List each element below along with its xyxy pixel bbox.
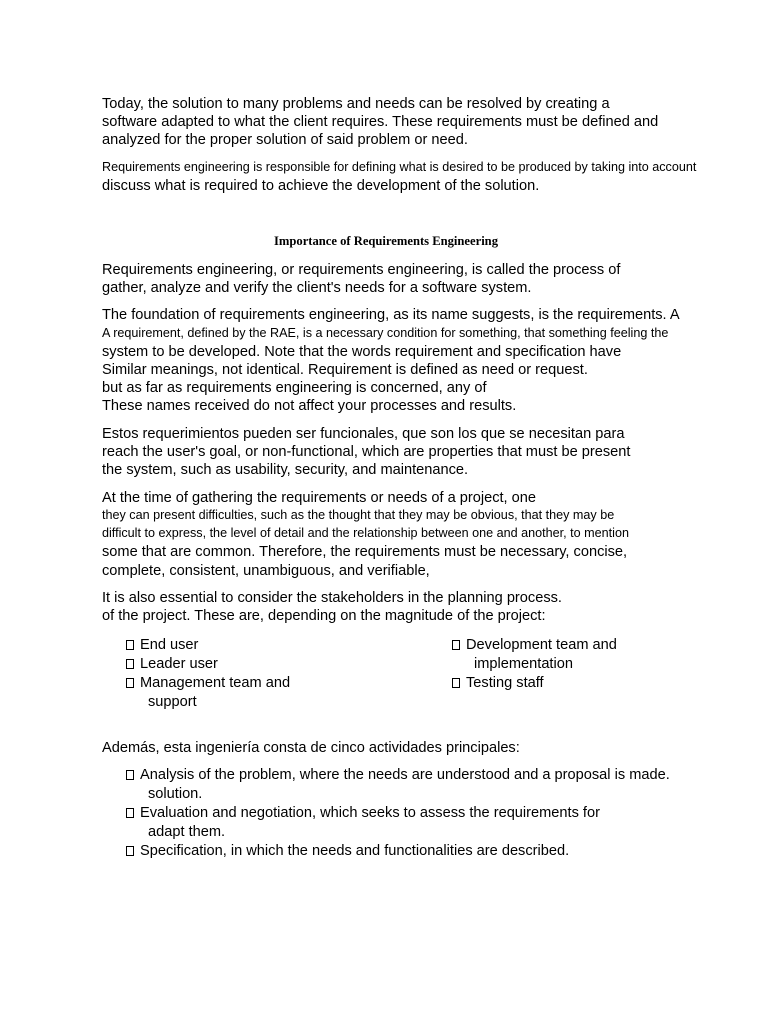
body-line: It is also essential to consider the stakeholders in the planning process. <box>102 590 562 606</box>
checkbox-icon <box>452 640 460 650</box>
body-line: difficult to express, the level of detail and the relationship between one and another, to mention <box>102 526 629 540</box>
list-item-label: Testing staff <box>466 675 544 691</box>
intro-line: software adapted to what the client requires. These requirements must be defined and <box>102 114 659 130</box>
list-item <box>126 638 198 653</box>
list-item-label: Development team and <box>466 637 617 653</box>
list-item <box>126 676 290 691</box>
checkbox-icon <box>126 808 134 818</box>
list-item <box>126 657 218 672</box>
list-item-label: Management team and <box>140 675 291 691</box>
checkbox-icon <box>452 678 460 688</box>
body-line: some that are common. Therefore, the requirements must be necessary, concise, <box>102 544 628 560</box>
checkbox-icon <box>126 770 134 780</box>
body-line: of the project. These are, depending on the magnitude of the project: <box>102 608 546 624</box>
body-line: but as far as requirements engineering is concerned, any of <box>102 380 487 396</box>
checkbox-icon <box>126 678 134 688</box>
body-line: Además, esta ingeniería consta de cinco actividades principales: <box>102 740 520 756</box>
list-item-continuation: adapt them. <box>148 824 226 840</box>
section-title: Importance of Requirements Engineering <box>274 234 498 248</box>
body-line: reach the user's goal, or non-functional, which are properties that must be present <box>102 444 631 460</box>
list-item-continuation: implementation <box>474 656 573 672</box>
body-line: the system, such as usability, security, and maintenance. <box>102 462 469 478</box>
list-item-continuation: support <box>148 694 197 710</box>
body-line: they can present difficulties, such as the thought that they may be obvious, that they may be <box>102 508 615 522</box>
body-line: gather, analyze and verify the client's needs for a software system. <box>102 280 532 296</box>
list-item-label: Specification, in which the needs and functionalities are described. <box>140 843 570 859</box>
body-line: Similar meanings, not identical. Requirement is defined as need or request. <box>102 362 588 378</box>
body-line: These names received do not affect your processes and results. <box>102 398 517 414</box>
body-line: A requirement, defined by the RAE, is a necessary condition for something, that something feeling the <box>102 326 669 340</box>
checkbox-icon <box>126 659 134 669</box>
list-item-continuation: solution. <box>148 786 203 802</box>
list-item-label: Leader user <box>140 656 218 672</box>
body-line: complete, consistent, unambiguous, and verifiable, <box>102 563 430 579</box>
list-item <box>452 676 544 691</box>
body-line: Requirements engineering, or requirements engineering, is called the process of <box>102 262 621 278</box>
body-line: At the time of gathering the requirements or needs of a project, one <box>102 490 537 506</box>
list-item-label: Evaluation and negotiation, which seeks to assess the requirements for <box>140 805 600 821</box>
checkbox-icon <box>126 846 134 856</box>
list-item <box>126 768 670 783</box>
list-item-label: End user <box>140 637 199 653</box>
checkbox-icon <box>126 640 134 650</box>
body-line: system to be developed. Note that the words requirement and specification have <box>102 344 622 360</box>
body-line: Estos requerimientos pueden ser funcionales, que son los que se necesitan para <box>102 426 625 442</box>
list-item <box>126 844 569 859</box>
intro-line: Requirements engineering is responsible for defining what is desired to be produced by taking into account <box>102 160 697 174</box>
list-item <box>452 638 617 653</box>
intro-line: discuss what is required to achieve the development of the solution. <box>102 178 540 194</box>
list-item-label: Analysis of the problem, where the needs are understood and a proposal is made. <box>140 767 670 783</box>
intro-line: analyzed for the proper solution of said problem or need. <box>102 132 468 148</box>
list-item <box>126 806 600 821</box>
intro-line: Today, the solution to many problems and needs can be resolved by creating a <box>102 96 610 112</box>
body-line: The foundation of requirements engineering, as its name suggests, is the requirements. A <box>102 307 680 323</box>
